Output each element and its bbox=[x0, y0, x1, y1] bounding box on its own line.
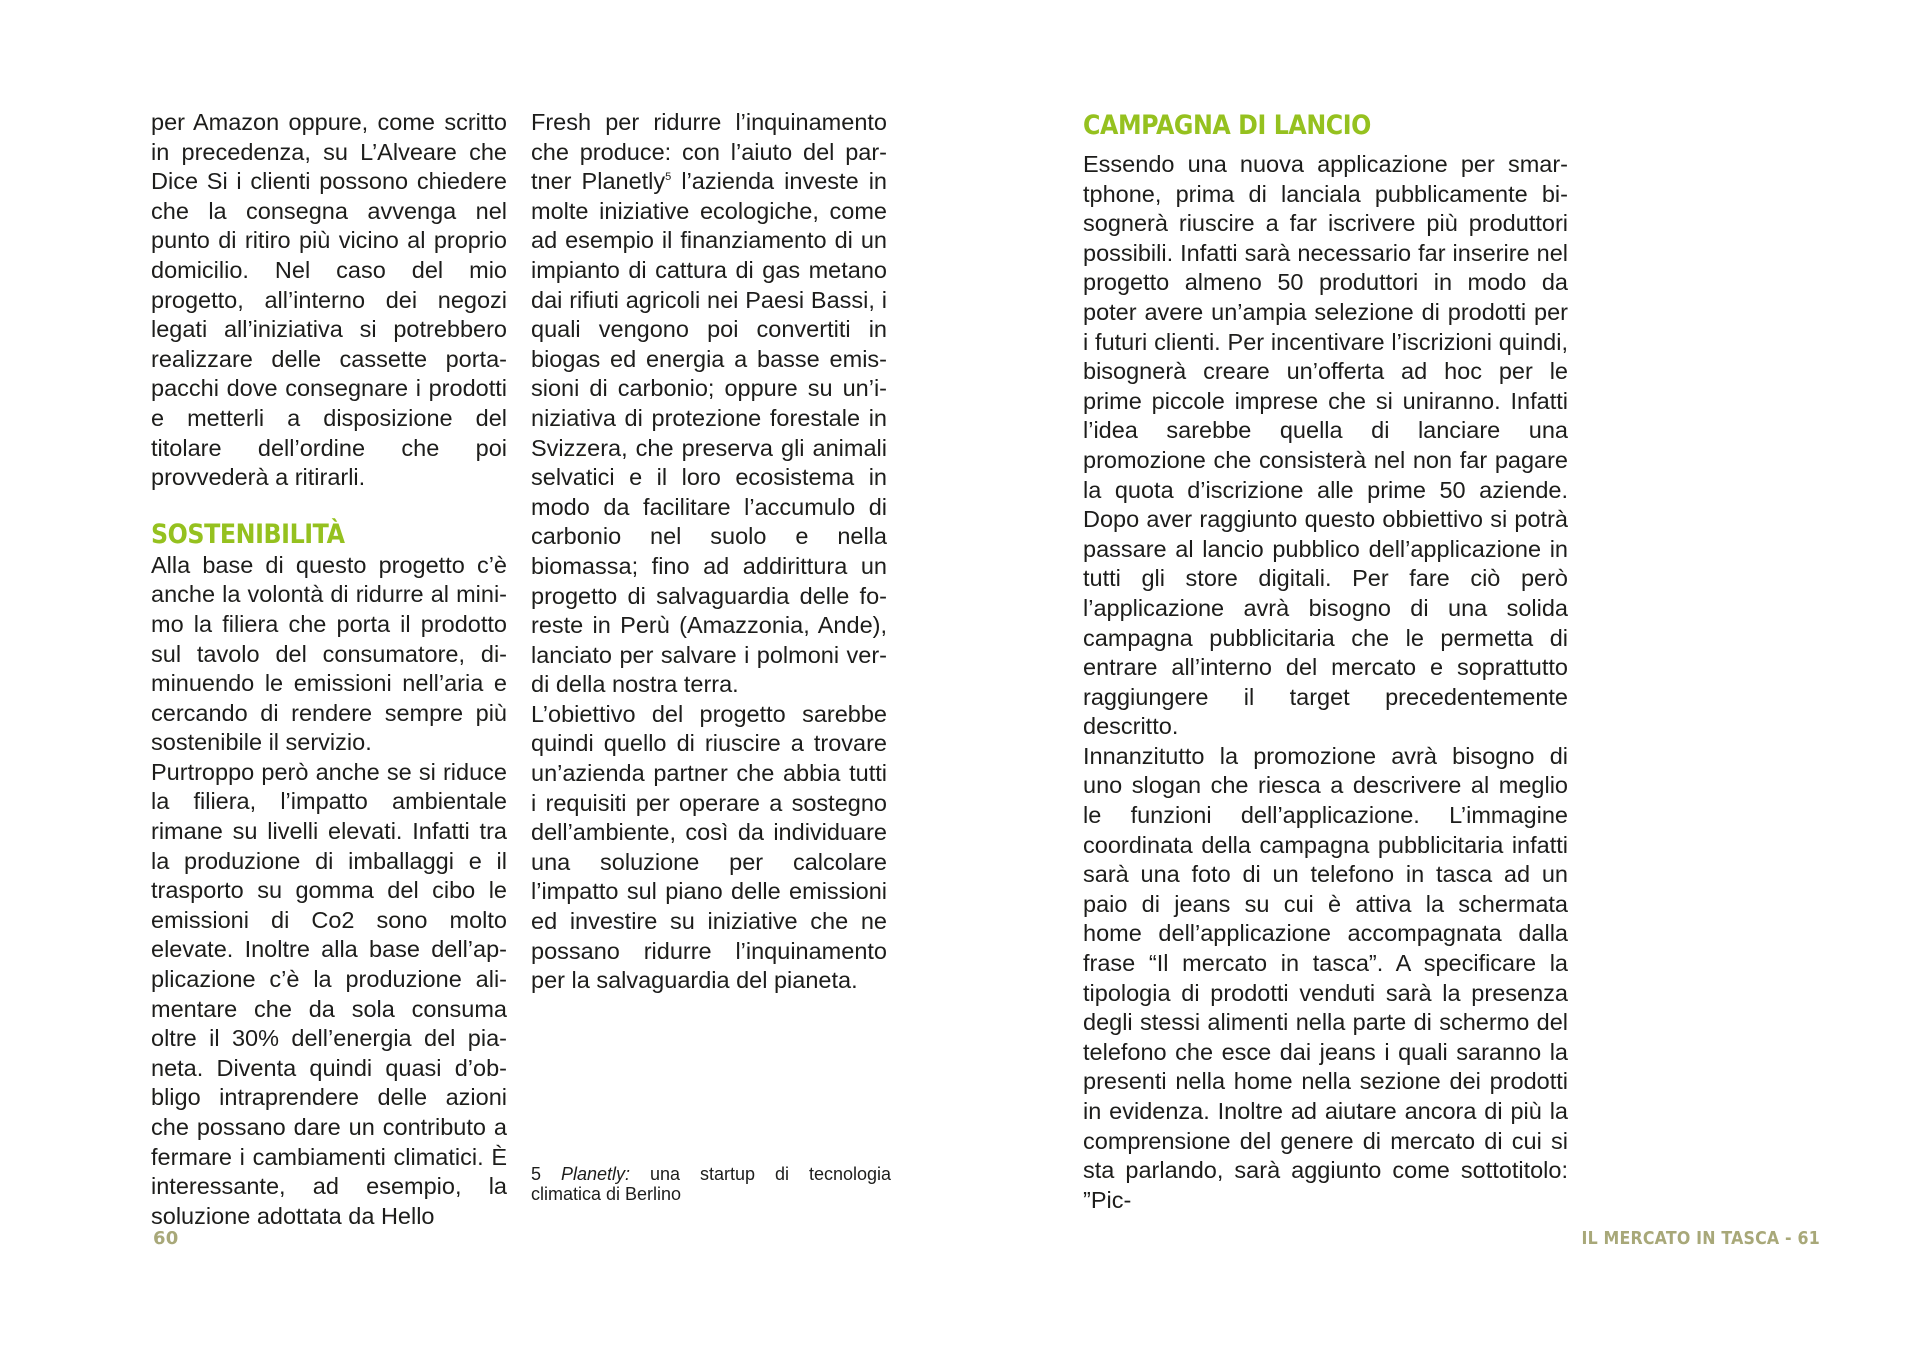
footnote-reference-mark: 5 bbox=[665, 171, 672, 184]
paragraph-hello-fresh bbox=[531, 108, 887, 700]
paragraph-sostenibilita-intro: Alla base di questo progetto c’è anche la volontà di ridurre al minimo la filiera che porta il prodotto sul tavolo del consumatore, diminuendo le emissioni nell’aria e cercando di rendere sempre più sostenibile il servizio. bbox=[151, 551, 507, 756]
running-footer-right: IL MERCATO IN TASCA - 61 bbox=[1581, 1228, 1820, 1249]
paragraph-impatto-ambientale: Purtroppo però anche se si riduce la filiera, l’impatto ambientale rimane su livelli elevati. Infatti tra la produzione di imballaggi e il trasporto su gomma del cibo le emissioni di Co2 sono molto elevate. Inoltre alla base dell’applicazione c’è la produzione alimentare che da sola consuma oltre il 30% dell’energia del pianeta. Diventa quindi quasi d’obbligo intraprendere delle azioni che possano dare un contributo a fermare i cambiamenti climatici. È interessante, ad esempio, la soluzione adottata da Hello bbox=[151, 758, 507, 1229]
footnote-text: una startup di tecnologia climatica di Berlino bbox=[531, 1164, 892, 1204]
paragraph-hello-fresh-rest: l’azienda investe in molte iniziative ecologiche, come ad esempio il finanziamento di un impianto di cattura di gas metano dai rifiuti agricoli nei Paesi Bassi, i quali vengono poi convertiti in biogas ed energia a basse emissioni di carbonio; oppure su un’iniziativa di protezione forestale in Svizzera, che preserva gli animali selvatici e il loro ecosistema in modo da facilitare l’accumulo di carbonio nel suolo e nella biomassa; fino ad addirittura un progetto di salvaguardia delle foreste in Perù (Amazzonia, Ande), lanciato per salvare i polmoni verdi della nostra terra. bbox=[531, 168, 887, 698]
page-number-left: 60 bbox=[153, 1228, 179, 1249]
right-column bbox=[1083, 150, 1568, 1215]
section-heading-sostenibilita: SOSTENIBILITÀ bbox=[151, 518, 345, 550]
paragraph-lancio-produttori: Essendo una nuova applicazione per smartphone, prima di lanciala pubblicamente bisognerà riuscire a far iscrivere più produttori possibili. Infatti sarà necessario far inserire nel progetto almeno 50 produttori in modo da poter avere un’ampia selezione di prodotti per i futuri clienti. Per incentivare l’iscrizioni quindi, bisognerà creare un’offerta ad hoc per le prime piccole imprese che si uniranno. Infatti l’idea sarebbe quella di lanciare una promozione che consisterà nel non far pagare la quota d’iscrizione alle prime 50 aziende. Dopo aver raggiunto questo obbiettivo si potrà passare al lancio pubblico dell’applicazione in tutti gli store digitali. Per fare ciò però l’applicazione avrà bisogno di una solida campagna pubblicitaria che le permetta di entrare all’interno del mercato e soprattutto raggiungere il target precedentemente descritto. bbox=[1083, 151, 1568, 740]
paragraph-hello-fresh-start: Fresh per ridurre l’inquinamento che produce: con l’aiuto del partner Planetly bbox=[531, 109, 887, 195]
footnote-term: Planetly: bbox=[560, 1164, 631, 1184]
paragraph-promozione-slogan: Innanzitutto la promozione avrà bisogno di uno slogan che riesca a descrivere al meglio le funzioni dell’applicazione. L’immagine coordinata della campagna pubblicitaria infatti sarà una foto di un telefono in tasca ad un paio di jeans su cui è attiva la schermata home dell’applicazione accompagnata dalla frase “Il mercato in tasca”. A specificare la tipologia di prodotti venduti sarà la presenza degli stessi alimenti nella parte di schermo del telefono che esce dai jeans i quali saranno la presenti nella home nella sezione dei prodotti in evidenza. Inoltre ad aiutare ancora di più la comprensione del genere di mercato di cui si sta parlando, sarà aggiunto come sottotitolo: ”Pic- bbox=[1083, 742, 1568, 1213]
paragraph-obiettivo-partner: L’obiettivo del progetto sarebbe quindi quello di riuscire a trovare un’azienda partner che abbia tutti i requisiti per operare a sostegno dell’ambiente, così da individuare una soluzione per calcolare l’impatto sul piano delle emissioni ed investire su iniziative che ne possano ridurre l’inquinamento per la salvaguardia del pianeta. bbox=[531, 700, 887, 994]
left-column-1 bbox=[151, 108, 507, 1231]
footnote-number: 5 bbox=[531, 1164, 561, 1184]
left-column-2 bbox=[531, 108, 887, 996]
section-heading-campagna-di-lancio: CAMPAGNA DI LANCIO bbox=[1083, 110, 1371, 141]
footnote-planetly bbox=[531, 1164, 891, 1204]
paragraph-amazon-delivery: per Amazon oppure, come scritto in precedenza, su L’Alveare che Dice Si i clienti possono chiedere che la consegna avvenga nel punto di ritiro più vicino al proprio domicilio. Nel caso del mio progetto, all’interno dei negozi legati all’iniziativa si potrebbero realizzare delle cassette portapacchi dove consegnare i prodotti e metterli a disposizione del titolare dell’ordine che poi provvederà a ritirarli. bbox=[151, 109, 507, 491]
